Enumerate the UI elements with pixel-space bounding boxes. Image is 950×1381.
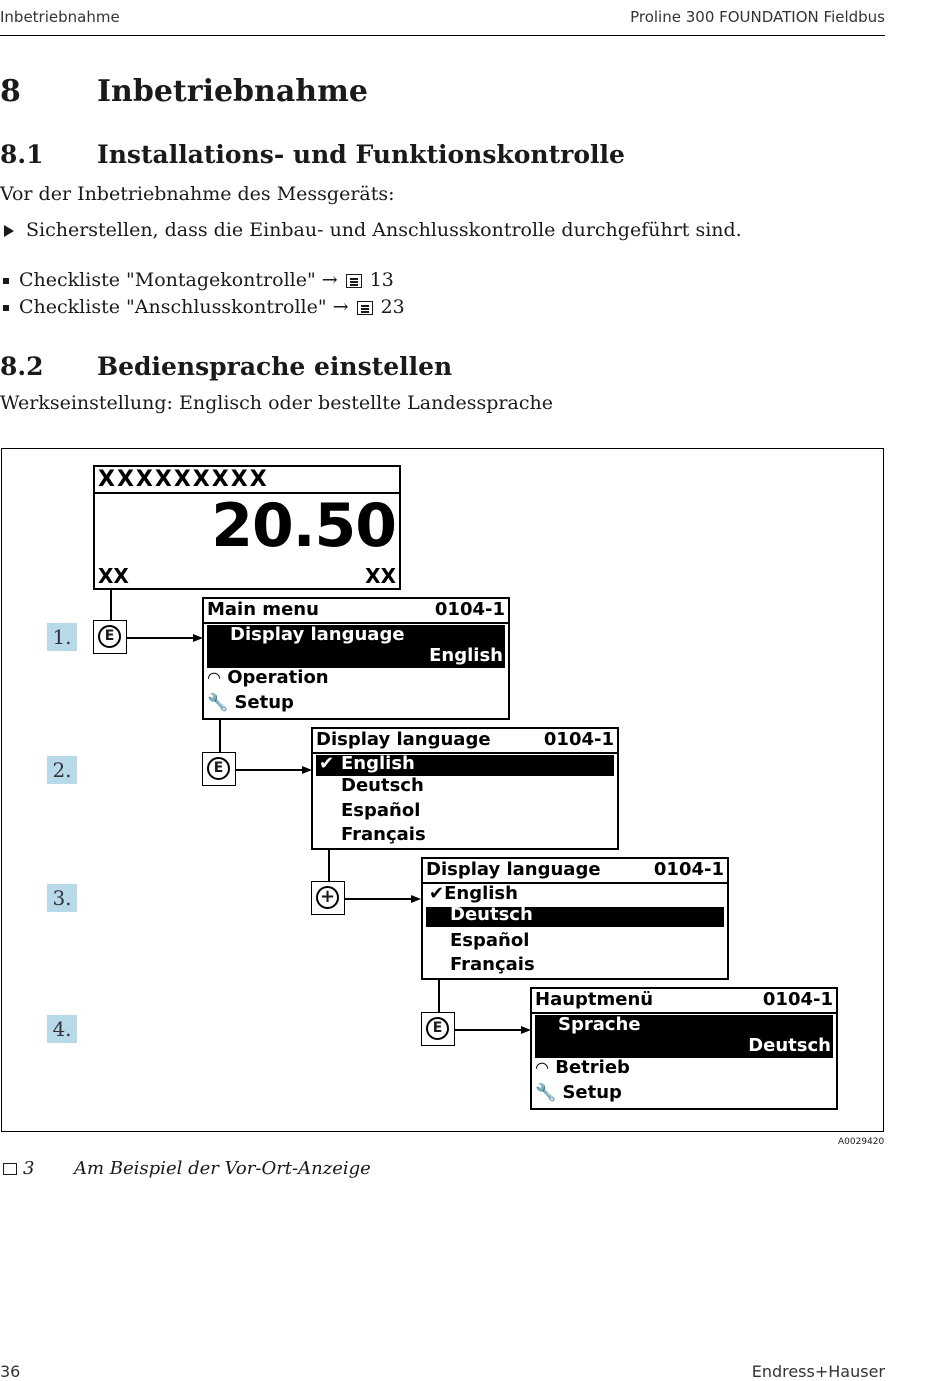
language-option-english[interactable] xyxy=(316,755,614,776)
language-list-screen xyxy=(311,727,619,850)
checkmark-icon: ✔ xyxy=(429,883,445,904)
plus-key-icon: + xyxy=(316,886,339,909)
section-8-number: 8 xyxy=(0,74,21,109)
menu-item-label: Operation xyxy=(227,667,329,688)
menu-item-betrieb[interactable] xyxy=(535,1057,630,1078)
connector-line xyxy=(236,769,303,771)
section-82-number: 8.2 xyxy=(0,352,44,381)
language-option-deutsch[interactable] xyxy=(426,904,724,927)
hauptmenu-screen xyxy=(530,987,838,1110)
menu-item-label: Sprache xyxy=(558,1014,641,1035)
caption-text: Am Beispiel der Vor-Ort-Anzeige xyxy=(74,1158,371,1179)
menu-title: Main menu xyxy=(207,599,319,620)
page-number: 36 xyxy=(0,1362,21,1381)
page-ref-icon xyxy=(346,274,362,288)
menu-item-label: Display language xyxy=(230,624,405,645)
lcd-display xyxy=(93,465,401,590)
section-82-title: Bediensprache einstellen xyxy=(97,352,453,381)
step-instruction xyxy=(4,219,742,241)
section-82-intro: Werkseinstellung: Englisch oder bestellte Landessprache xyxy=(0,392,553,414)
menu-item-display-language[interactable] xyxy=(207,625,505,668)
menu-code: 0104-1 xyxy=(434,599,505,620)
gauge-icon: ◠ xyxy=(207,668,221,687)
step-number: 2. xyxy=(47,756,77,784)
step-number: 4. xyxy=(47,1015,77,1043)
wrench-icon: 🔧 xyxy=(207,693,229,713)
section-81-intro: Vor der Inbetriebnahme des Messgeräts: xyxy=(0,183,395,205)
section-81-number: 8.1 xyxy=(0,140,44,169)
lcd-unit-left: XX xyxy=(98,564,129,588)
connector-line xyxy=(438,980,440,1012)
header-rule xyxy=(0,35,885,36)
plus-key-button[interactable] xyxy=(311,881,345,915)
header-right: Proline 300 FOUNDATION Fieldbus xyxy=(630,8,885,26)
enter-key-button[interactable] xyxy=(421,1012,455,1046)
menu-item-label: Betrieb xyxy=(555,1057,630,1078)
step-arrow-icon xyxy=(4,225,14,237)
connector-line xyxy=(127,637,193,639)
language-label: English xyxy=(341,753,415,774)
step-number: 1. xyxy=(47,623,77,651)
language-option-deutsch[interactable]: Deutsch xyxy=(341,775,424,796)
menu-item-value: Deutsch xyxy=(748,1035,831,1056)
checkmark-icon: ✔ xyxy=(319,753,335,774)
menu-title: Display language xyxy=(426,859,601,880)
menu-item-label: Setup xyxy=(234,692,294,713)
menu-item-setup[interactable] xyxy=(535,1082,622,1103)
lcd-value: 20.50 xyxy=(211,491,396,561)
language-option-francais[interactable]: Français xyxy=(450,954,535,975)
enter-key-button[interactable] xyxy=(202,752,236,786)
footer-brand: Endress+Hauser xyxy=(751,1362,885,1381)
lcd-unit-right: XX xyxy=(365,564,396,588)
gauge-icon: ◠ xyxy=(535,1058,549,1077)
enter-key-button[interactable] xyxy=(93,620,127,654)
ref-page[interactable]: 13 xyxy=(369,269,394,291)
bullet-icon xyxy=(3,305,9,311)
connector-line xyxy=(110,590,112,621)
connector-line xyxy=(219,720,221,752)
menu-item-sprache[interactable] xyxy=(535,1015,833,1058)
arrow-right-icon xyxy=(411,895,421,903)
language-list-screen xyxy=(421,857,729,980)
ref-page[interactable]: 23 xyxy=(380,296,405,318)
menu-item-label: Setup xyxy=(562,1082,622,1103)
figure-id: A0029420 xyxy=(838,1137,885,1147)
language-option-espanol[interactable]: Español xyxy=(341,800,421,821)
language-option-francais[interactable]: Français xyxy=(341,824,426,845)
lcd-tag: XXXXXXXXX xyxy=(98,467,269,492)
step-number: 3. xyxy=(47,884,77,912)
menu-code: 0104-1 xyxy=(653,859,724,880)
section-81-title: Installations- und Funktionskontrolle xyxy=(97,140,625,169)
main-menu-screen xyxy=(202,597,510,720)
menu-title: Display language xyxy=(316,729,491,750)
menu-item-value: English xyxy=(429,645,503,666)
caption-number: 3 xyxy=(23,1158,35,1179)
connector-line xyxy=(455,1029,522,1031)
enter-key-icon: E xyxy=(98,625,121,648)
section-8-title: Inbetriebnahme xyxy=(97,74,368,109)
bullet-icon xyxy=(3,278,9,284)
figure-icon xyxy=(3,1163,17,1175)
menu-item-setup[interactable] xyxy=(207,692,294,713)
menu-code: 0104-1 xyxy=(543,729,614,750)
ref-item xyxy=(3,269,394,291)
menu-code: 0104-1 xyxy=(762,989,833,1010)
header-left: Inbetriebnahme xyxy=(0,8,120,26)
enter-key-icon: E xyxy=(426,1017,449,1040)
page-ref-icon xyxy=(357,301,373,315)
ref-link-text[interactable]: Checkliste "Montagekontrolle" → xyxy=(19,269,338,291)
language-label: Deutsch xyxy=(450,904,533,925)
figure-caption xyxy=(3,1158,34,1179)
menu-item-operation[interactable] xyxy=(207,667,329,688)
language-option-english[interactable] xyxy=(429,883,518,904)
enter-key-icon: E xyxy=(207,757,230,780)
menu-title: Hauptmenü xyxy=(535,989,654,1010)
language-label: English xyxy=(444,883,518,904)
wrench-icon: 🔧 xyxy=(535,1083,557,1103)
connector-line xyxy=(345,898,412,900)
ref-link-text[interactable]: Checkliste "Anschlusskontrolle" → xyxy=(19,296,349,318)
connector-line xyxy=(328,850,330,881)
ref-item xyxy=(3,296,405,318)
language-option-espanol[interactable]: Español xyxy=(450,930,530,951)
step-text: Sicherstellen, dass die Einbau- und Anschlusskontrolle durchgeführt sind. xyxy=(26,219,742,241)
